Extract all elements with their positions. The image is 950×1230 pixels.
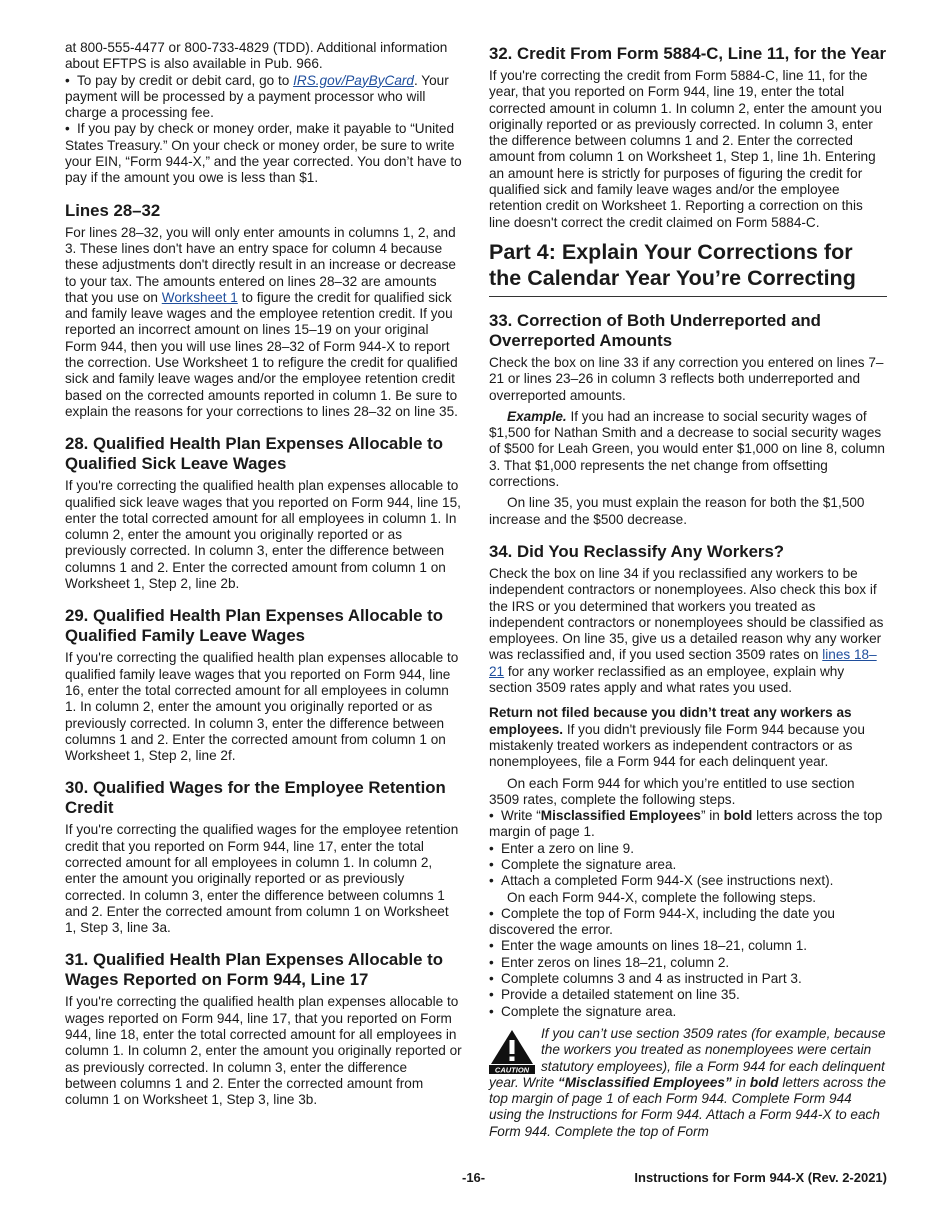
step-bullet — [489, 808, 887, 841]
line-34-heading: 34. Did You Reclassify Any Workers? — [489, 541, 785, 561]
line-33-paragraph: Check the box on line 33 if any correction you entered on lines 7–21 or lines 23–26 in column 3 reflects both underreported and overreported amounts. — [489, 354, 884, 403]
step-bullet: • Complete columns 3 and 4 as instructed in Part 3. — [489, 971, 887, 987]
caution-label: CAUTION — [494, 1065, 530, 1074]
steps-intro: On each Form 944 for which you’re entitled to use section 3509 rates, complete the following steps. — [489, 775, 855, 807]
caution-text: If you can’t use section 3509 rates (for example, because the workers you treated as nonemployees were certain statutory employees), file a Form 944 for each delinquent year. Write — [489, 1025, 886, 1090]
paragraph-text: Check the box on line 34 if you reclassified any workers to be independent contractors or nonemployees. Also check this box if the IRS or you determined that workers you treated as independent contractors or nonemployees should be classified as employees. On line 35, give us a detailed reason why any worker was reclassified and, if you used section 3509 rates on — [489, 565, 884, 663]
caution-bold: bold — [749, 1074, 779, 1090]
line-28-heading: 28. Qualified Health Plan Expenses Allocable to Qualified Sick Leave Wages — [65, 434, 444, 474]
bullet-bold: Misclassified Employees — [540, 808, 701, 824]
check-bullet: • If you pay by check or money order, make it payable to “United States Treasury.” On your check or money order, be sure to write your EIN, “Form 944-X,” and the year corrected. You don’t have to pay if the amount you owe is less than $1. — [65, 121, 462, 186]
line-29-paragraph: If you're correcting the qualified health plan expenses allocable to qualified family leave wages that you reported on Form 944, line 16, enter the total corrected amount for all employees in column 1. In column 2, enter the amount you originally reported or as previously corrected. In column 3, enter the difference between columns 1 and 2. Enter the corrected amount from column 1 on Worksheet 1, Step 2, line 2f. — [65, 650, 459, 764]
caution-text: letters across the top margin of page 1 of each Form 944. Complete Form 944 using the Instructions for Form 944. Attach a Form 944-X to each Form 944. Complete the top of Form — [489, 1074, 886, 1139]
example-label: Example. — [507, 408, 567, 424]
example-paragraph — [489, 409, 887, 490]
caution-bold: “Misclassified Employees” — [557, 1074, 732, 1090]
line-29-heading: 29. Qualified Health Plan Expenses Allocable to Qualified Family Leave Wages — [65, 606, 444, 646]
worksheet-1-link[interactable]: Worksheet 1 — [161, 289, 238, 305]
line-30-heading: 30. Qualified Wages for the Employee Retention Credit — [65, 778, 446, 818]
step-bullet: • Complete the signature area. — [489, 857, 887, 873]
step-bullet: • Complete the top of Form 944-X, including the date you discovered the error. — [489, 906, 887, 939]
line-34-paragraph — [489, 566, 887, 696]
part-4-heading: Part 4: Explain Your Corrections for the Calendar Year You’re Correcting — [489, 239, 887, 297]
bullet-text: ” in — [700, 808, 724, 824]
line-31-paragraph: If you're correcting the qualified health plan expenses allocable to wages reported on Form 944, line 17, that you reported on Form 944, line 18, enter the total corrected amount for all employees in column 1. In column 2, enter the amount you originally reported or as previously corrected. In column 3, enter the difference between columns 1 and 2. Enter the corrected amount from column 1 on Worksheet 1, Step 3, line 3b. — [65, 994, 462, 1108]
line-28-paragraph: If you're correcting the qualified health plan expenses allocable to qualified sick leave wages that you reported on Form 944, line 15, enter the total corrected amount for all employees in column 1. In column 2, enter the amount you originally reported or as previously corrected. In column 3, enter the difference between columns 1 and 2. Enter the corrected amount from column 1 on Worksheet 1, Step 2, line 2b. — [65, 478, 461, 592]
bullet-text: Write “ — [501, 808, 541, 824]
line-32-heading: 32. Credit From Form 5884-C, Line 11, for the Year — [489, 44, 886, 63]
bullet-text: letters across the top margin of page 1. — [489, 808, 883, 840]
line-33-heading: 33. Correction of Both Underreported and Overreported Amounts — [489, 310, 821, 350]
paragraph-text: for any worker reclassified as an employee, explain why section 3509 rates apply and what rates you used. — [489, 663, 845, 696]
return-not-filed-paragraph — [489, 705, 887, 770]
step-bullet: • Attach a completed Form 944-X (see instructions next). — [489, 873, 887, 889]
bullet-text: To pay by credit or debit card, go to — [77, 72, 294, 88]
line-32-paragraph: If you're correcting the credit from Form 5884-C, line 11, for the year, that you reported on Form 944, line 19, enter the total corrected amount in column 1. In column 2, enter the amount you originally reported or as previously corrected. In column 3, enter the difference between columns 1 and 2. Enter the corrected amount from column 1 on Worksheet 1, Step 1, line 1h. Entering an amount here is strictly for purposes of figuring the credit for qualified sick and family leave wages and/or the employee retention credit on Worksheet 1. Reporting a correction on this line doesn't correct the credit claimed on Form 5884-C. — [489, 68, 882, 230]
example-text: If you had an increase to social security wages of $1,500 for Nathan Smith and a decrease to social security wages of $500 for Leah Green, you would enter $1,000 on line 8, column 3. That $1,000 represents the net change from offsetting corrections. — [489, 408, 885, 490]
caution-icon — [489, 1028, 535, 1074]
footer-form-title: Instructions for Form 944-X (Rev. 2-2021) — [634, 1170, 887, 1185]
step-bullet: • Enter a zero on line 9. — [489, 841, 887, 857]
form-944x-steps-intro: On each Form 944-X, complete the following steps. — [507, 889, 817, 905]
step-bullet: • Provide a detailed statement on line 35. — [489, 987, 887, 1003]
paragraph-text: to figure the credit for qualified sick and family leave wages and the employee retention credit. If you reported an incorrect amount on lines 15–19 on your original Form 944, then you will use lines 28–32 of Form 944-X to report the correction. Use Worksheet 1 to refigure the credit for qualified sick and family leave wages and/or the employee retention credit based on the corrected amounts reported in column 1. Be sure to explain the reasons for your corrections to lines 28–32 on line 35. — [65, 289, 458, 419]
lines-18-21-link[interactable]: lines 18–21 — [489, 647, 877, 679]
lines-28-32-heading: Lines 28–32 — [65, 200, 161, 220]
right-column — [489, 40, 887, 1140]
left-column — [65, 40, 462, 1109]
paragraph-text: If you didn't previously file Form 944 because you mistakenly treated workers as independent contractors or as nonemployees, file a Form 944 for each delinquent year. — [489, 721, 865, 770]
caution-note — [489, 1026, 887, 1140]
lines-28-32-paragraph — [65, 225, 462, 421]
bullet-bold: bold — [723, 808, 753, 824]
page-number: -16- — [462, 1170, 486, 1185]
return-not-filed-label: Return not filed because you didn’t treat any workers as employees. — [489, 705, 852, 737]
line-31-heading: 31. Qualified Health Plan Expenses Allocable to Wages Reported on Form 944, Line 17 — [65, 950, 444, 990]
caution-text: in — [731, 1074, 750, 1090]
eftps-paragraph: at 800-555-4477 or 800-733-4829 (TDD). Additional information about EFTPS is also available in Pub. 966. — [65, 40, 448, 72]
paragraph-text: For lines 28–32, you will only enter amounts in columns 1, 2, and 3. These lines don't have an entry space for column 4 because these adjustments don't directly result in an increase or decrease to your tax. The amounts entered on lines 28–32 are amounts that you use on — [65, 224, 456, 305]
line-35-note: On line 35, you must explain the reason for both the $1,500 increase and the $500 decrease. — [489, 495, 865, 527]
paybycard-link[interactable]: IRS.gov/PayByCard — [293, 72, 414, 88]
bullet-text: . Your payment will be processed by a payment processor who will charge a processing fee. — [65, 72, 449, 121]
line-30-paragraph: If you're correcting the qualified wages for the employee retention credit that you reported on Form 944, line 17, enter the total corrected amount for all employees in column 1. In column 2, enter the amount you originally reported or as previously corrected. In column 3, enter the difference between columns 1 and 2. Enter the corrected amount from column 1 on Worksheet 1, Step 3, line 3a. — [65, 822, 459, 936]
step-bullet: • Complete the signature area. — [489, 1004, 887, 1020]
credit-card-bullet — [65, 73, 462, 122]
step-bullet: • Enter zeros on lines 18–21, column 2. — [489, 955, 887, 971]
step-bullet: • Enter the wage amounts on lines 18–21, column 1. — [489, 938, 887, 954]
